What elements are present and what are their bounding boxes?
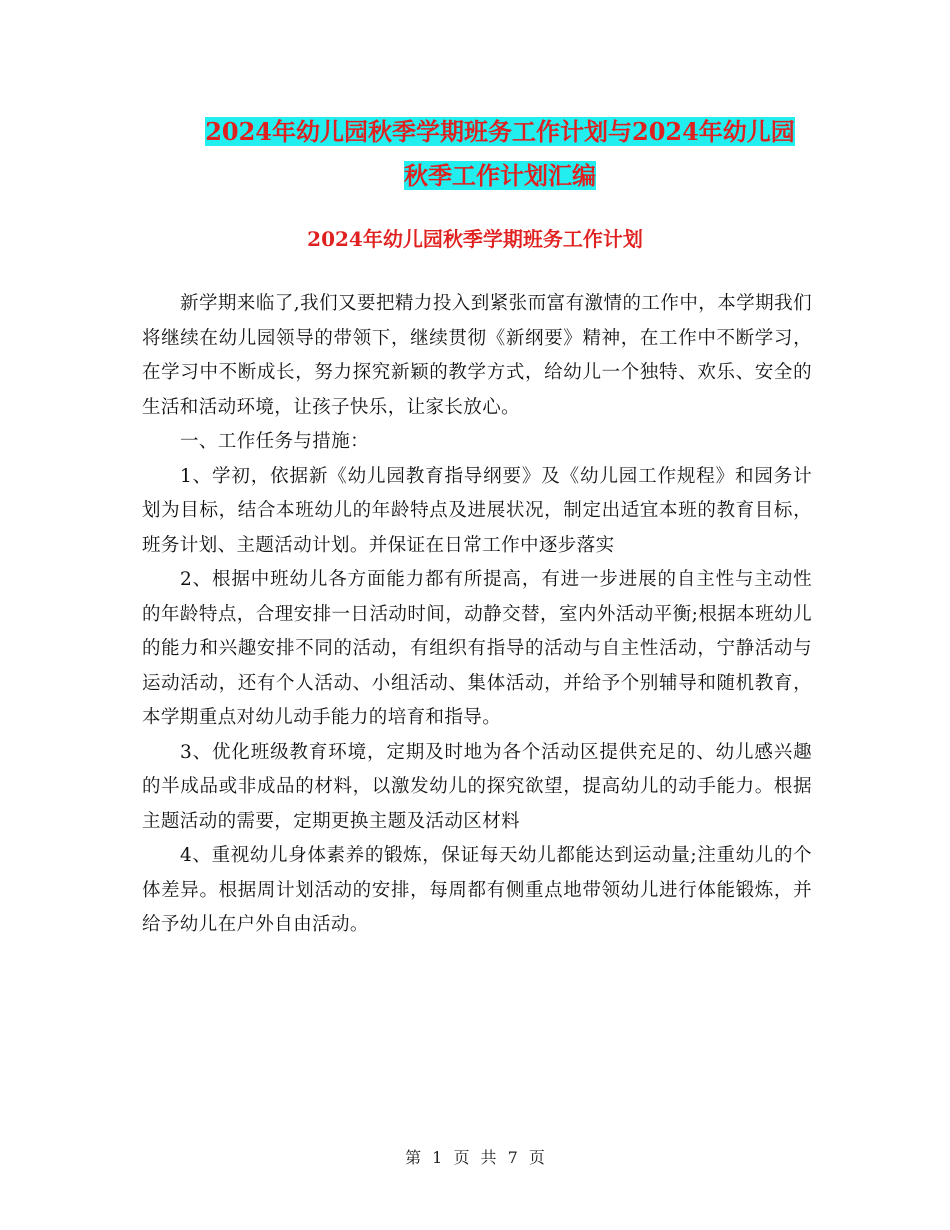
paragraph-item-1: 1、学初，依据新《幼儿园教育指导纲要》及《幼儿园工作规程》和园务计划为目标，结合本班幼儿的年龄特点及进展状况，制定出适宜本班的教育目标，班务计划、主题活动计划。并保证在日常工作中逐步落实 xyxy=(142,465,812,556)
paragraph-heading-tasks: 一、工作任务与措施： xyxy=(180,431,370,452)
section-title: 2024年幼儿园秋季学期班务工作计划 xyxy=(307,227,643,251)
paragraph-intro: 新学期来临了,我们又要把精力投入到紧张而富有激情的工作中，本学期我们将继续在幼儿园领导的带领下，继续贯彻《新纲要》精神，在工作中不断学习，在学习中不断成长，努力探究新颖的教学方式，给幼儿一个独特、欢乐、安全的生活和活动环境，让孩子快乐，让家长放心。 xyxy=(142,293,812,418)
document-title-line-1: 2024年幼儿园秋季学期班务工作计划与2024年幼儿园 xyxy=(205,117,795,146)
document-body xyxy=(142,287,812,943)
paragraph-item-3: 3、优化班级教育环境，定期及时地为各个活动区提供充足的、幼儿感兴趣的半成品或非成品的材料，以激发幼儿的探究欲望，提高幼儿的动手能力。根据主题活动的需要，定期更换主题及活动区材料 xyxy=(142,741,812,832)
page-footer: 第 1 页 共 7 页 xyxy=(405,1148,545,1167)
paragraph-item-2: 2、根据中班幼儿各方面能力都有所提高，有进一步进展的自主性与主动性的年龄特点，合理安排一日活动时间，动静交替，室内外活动平衡;根据本班幼儿的能力和兴趣安排不同的活动，有组织有指导的活动与自主性活动，宁静活动与运动活动，还有个人活动、小组活动、集体活动，并给予个别辅导和随机教育，本学期重点对幼儿动手能力的培育和指导。 xyxy=(142,569,812,728)
document-title-line-2: 秋季工作计划汇编 xyxy=(404,161,596,190)
document-title xyxy=(150,110,850,198)
paragraph-item-4: 4、重视幼儿身体素养的锻炼，保证每天幼儿都能达到运动量;注重幼儿的个体差异。根据周计划活动的安排，每周都有侧重点地带领幼儿进行体能锻炼，并给予幼儿在户外自由活动。 xyxy=(142,845,812,935)
